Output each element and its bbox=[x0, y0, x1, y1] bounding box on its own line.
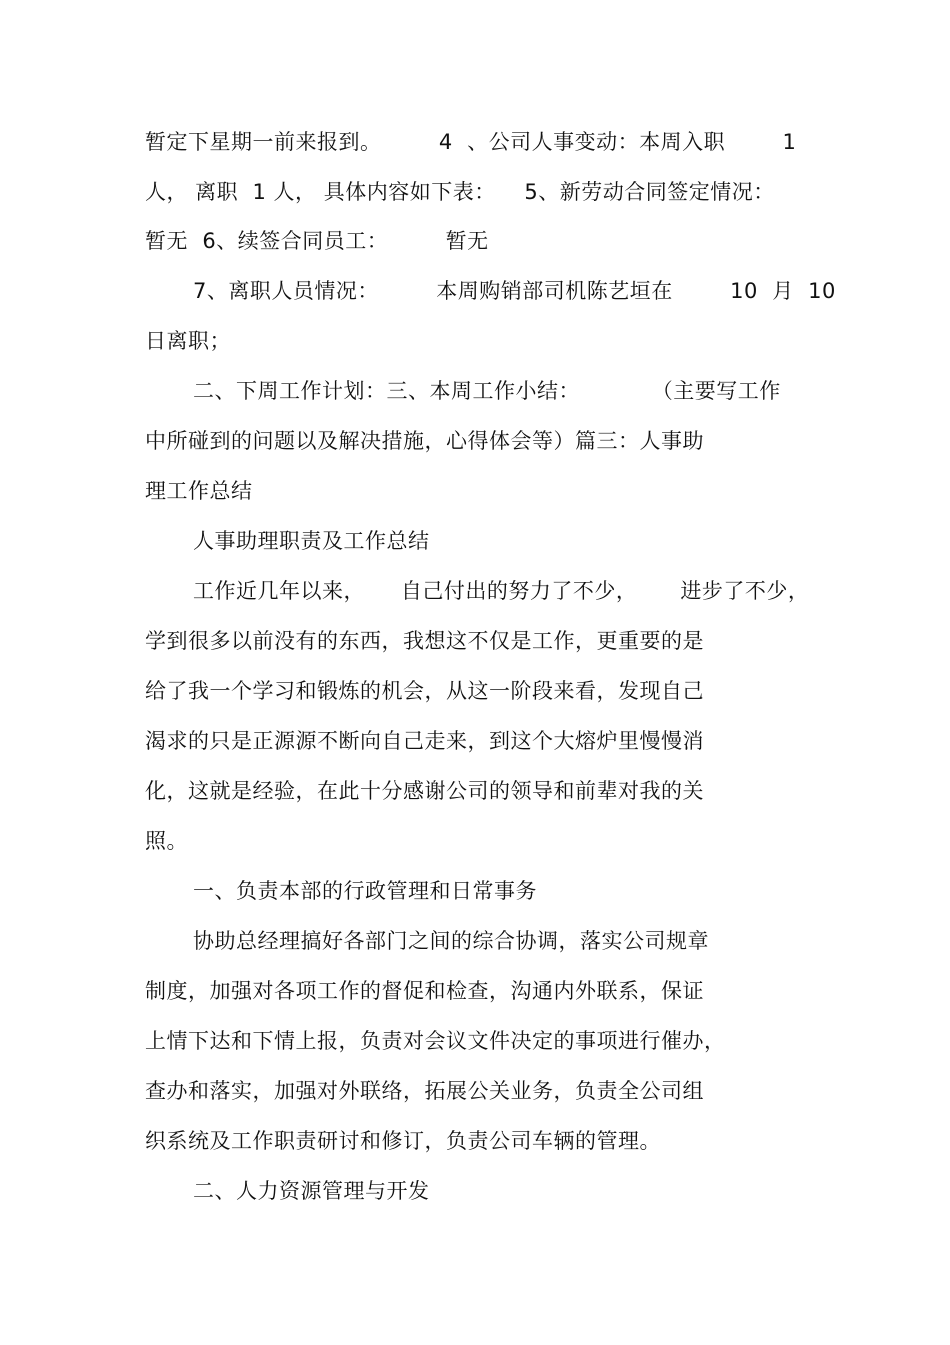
text-line: 暂无 6、续签合同员工： 暂无 bbox=[145, 229, 489, 253]
text-line: 查办和落实，加强对外联络，拓展公关业务，负责全公司组 bbox=[145, 1079, 704, 1103]
text-line: 日离职； bbox=[145, 329, 231, 353]
text-line: 制度，加强对各项工作的督促和检查，沟通内外联系，保证 bbox=[145, 979, 704, 1003]
section-heading: 一、负责本部的行政管理和日常事务 bbox=[193, 879, 537, 903]
text-line: 中所碰到的问题以及解决措施，心得体会等）篇三：人事助 bbox=[145, 429, 704, 453]
text-line: 暂定下星期一前来报到。 4 、公司人事变动：本周入职 1 bbox=[145, 130, 797, 154]
text-line: 织系统及工作职责研讨和修订，负责公司车辆的管理。 bbox=[145, 1129, 661, 1153]
text-line: 人， 离职 1 人， 具体内容如下表： 5、新劳动合同签定情况： bbox=[145, 180, 775, 204]
text-line: 7、离职人员情况： 本周购销部司机陈艺垣在 10 月 10 bbox=[193, 279, 836, 303]
text-line: 给了我一个学习和锻炼的机会，从这一阶段来看，发现自己 bbox=[145, 679, 704, 703]
section-heading: 二、人力资源管理与开发 bbox=[193, 1179, 430, 1203]
text-line: 渴求的只是正源源不断向自己走来，到这个大熔炉里慢慢消 bbox=[145, 729, 704, 753]
section-heading: 人事助理职责及工作总结 bbox=[193, 529, 430, 553]
text-line: 协助总经理搞好各部门之间的综合协调，落实公司规章 bbox=[193, 929, 709, 953]
text-line: 工作近几年以来， 自己付出的努力了不少， 进步了不少， bbox=[193, 579, 810, 603]
text-line: 学到很多以前没有的东西，我想这不仅是工作，更重要的是 bbox=[145, 629, 704, 653]
text-line: 理工作总结 bbox=[145, 479, 253, 503]
text-line: 二、下周工作计划：三、本周工作小结： （主要写工作 bbox=[193, 379, 781, 403]
text-line: 上情下达和下情上报，负责对会议文件决定的事项进行催办， bbox=[145, 1029, 726, 1053]
text-line: 化，这就是经验，在此十分感谢公司的领导和前辈对我的关 bbox=[145, 779, 704, 803]
text-line: 照。 bbox=[145, 829, 188, 853]
